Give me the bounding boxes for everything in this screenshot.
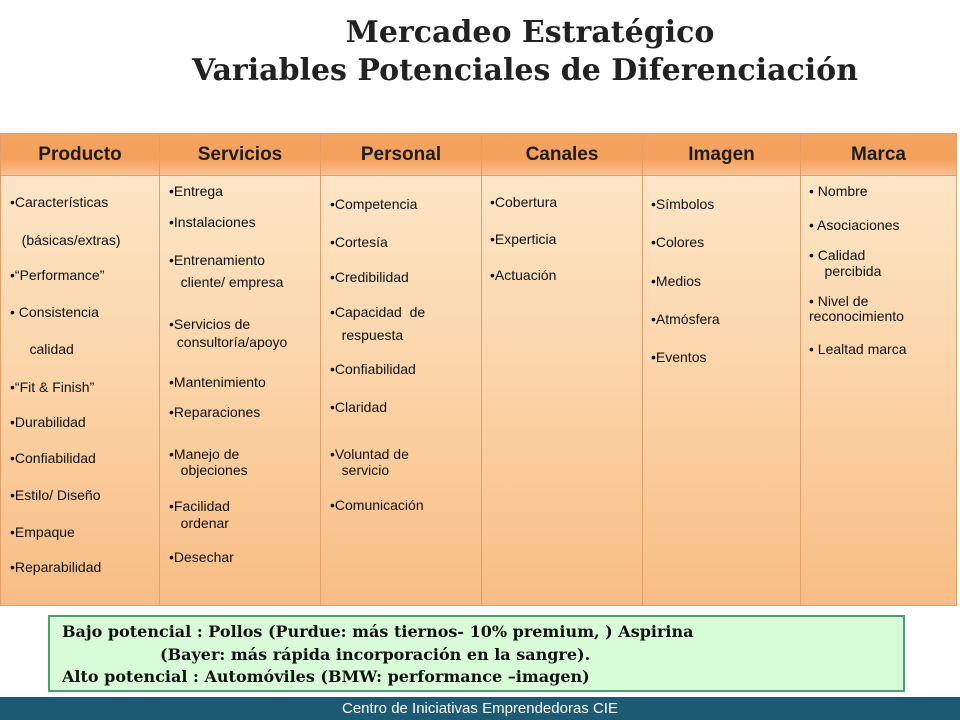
list-item: objeciones — [169, 462, 248, 478]
list-item: •Competencia — [330, 196, 418, 212]
list-item: reconocimiento — [809, 308, 904, 324]
list-item: respuesta — [330, 327, 404, 343]
list-item: (básicas/extras) — [10, 232, 121, 248]
list-item: ordenar — [169, 515, 229, 531]
list-item: •Experticia — [490, 231, 557, 247]
list-item: •Facilidad — [169, 498, 230, 514]
title-line-2: Variables Potenciales de Diferenciación — [191, 53, 859, 88]
column-header-marca: Marca — [801, 134, 956, 176]
list-item: consultoría/apoyo — [169, 334, 288, 350]
title-line-1: Mercadeo Estratégico — [345, 15, 715, 50]
list-item: •Actuación — [490, 267, 557, 283]
column-header-canales: Canales — [482, 134, 642, 176]
list-item: •Símbolos — [651, 196, 715, 212]
list-item: •Confiabilidad — [10, 450, 96, 466]
list-item: •Colores — [651, 234, 705, 250]
column-canales — [482, 134, 643, 605]
list-item: •Instalaciones — [169, 214, 256, 230]
list-item: •Credibilidad — [330, 269, 409, 285]
note-line-2: (Bayer: más rápida incorporación en la sangre). — [160, 645, 591, 664]
list-item: calidad — [10, 341, 74, 357]
list-item: •Entrega — [169, 183, 223, 199]
list-item: •Empaque — [10, 524, 75, 540]
list-item: •Eventos — [651, 349, 707, 365]
list-item: •Cobertura — [490, 194, 558, 210]
list-item: • Calidad — [809, 247, 866, 263]
page-title — [0, 14, 960, 90]
list-item: •Cortesía — [330, 234, 388, 250]
list-item: •Capacidad de — [330, 304, 426, 320]
list-item: • Lealtad marca — [809, 341, 907, 357]
column-personal — [321, 134, 482, 605]
list-item: cliente/ empresa — [169, 274, 284, 290]
list-item: •Medios — [651, 273, 702, 289]
list-item: • Asociaciones — [809, 217, 900, 233]
list-item: •Estilo/ Diseño — [10, 487, 101, 503]
list-item: •Mantenimiento — [169, 374, 266, 390]
differentiation-table — [0, 133, 957, 606]
examples-note — [48, 615, 905, 692]
column-header-producto: Producto — [1, 134, 159, 176]
list-item: percibida — [809, 263, 882, 279]
list-item: •Atmósfera — [651, 311, 720, 327]
list-item: •Entrenamiento — [169, 252, 265, 268]
list-item: • Nivel de — [809, 293, 869, 309]
column-imagen — [643, 134, 801, 605]
list-item: •Voluntad de — [330, 446, 409, 462]
list-item: •“Performance” — [10, 267, 105, 283]
note-line-1: Bajo potencial : Pollos (Purdue: más tiernos- 10% premium, ) Aspirina — [62, 622, 694, 641]
list-item: •Claridad — [330, 399, 388, 415]
footer-bar: Centro de Iniciativas Emprendedoras CIE — [0, 697, 960, 720]
column-producto — [1, 134, 160, 605]
list-item: •Confiabilidad — [330, 361, 416, 377]
list-item: •“Fit & Finish” — [10, 379, 95, 395]
list-item: •Reparabilidad — [10, 559, 102, 575]
list-item: • Consistencia — [10, 304, 99, 320]
column-marca — [801, 134, 956, 605]
list-item: •Características — [10, 194, 109, 210]
list-item: • Nombre — [809, 183, 868, 199]
list-item: •Comunicación — [330, 497, 424, 513]
column-header-servicios: Servicios — [160, 134, 320, 176]
column-servicios — [160, 134, 321, 605]
list-item: servicio — [330, 462, 390, 478]
list-item: •Desechar — [169, 549, 234, 565]
note-line-3: Alto potencial : Automóviles (BMW: performance –imagen) — [62, 667, 590, 686]
column-header-imagen: Imagen — [643, 134, 800, 176]
list-item: •Manejo de — [169, 446, 240, 462]
column-header-personal: Personal — [321, 134, 481, 176]
list-item: •Durabilidad — [10, 414, 86, 430]
list-item: •Servicios de — [169, 316, 251, 332]
list-item: •Reparaciones — [169, 404, 261, 420]
